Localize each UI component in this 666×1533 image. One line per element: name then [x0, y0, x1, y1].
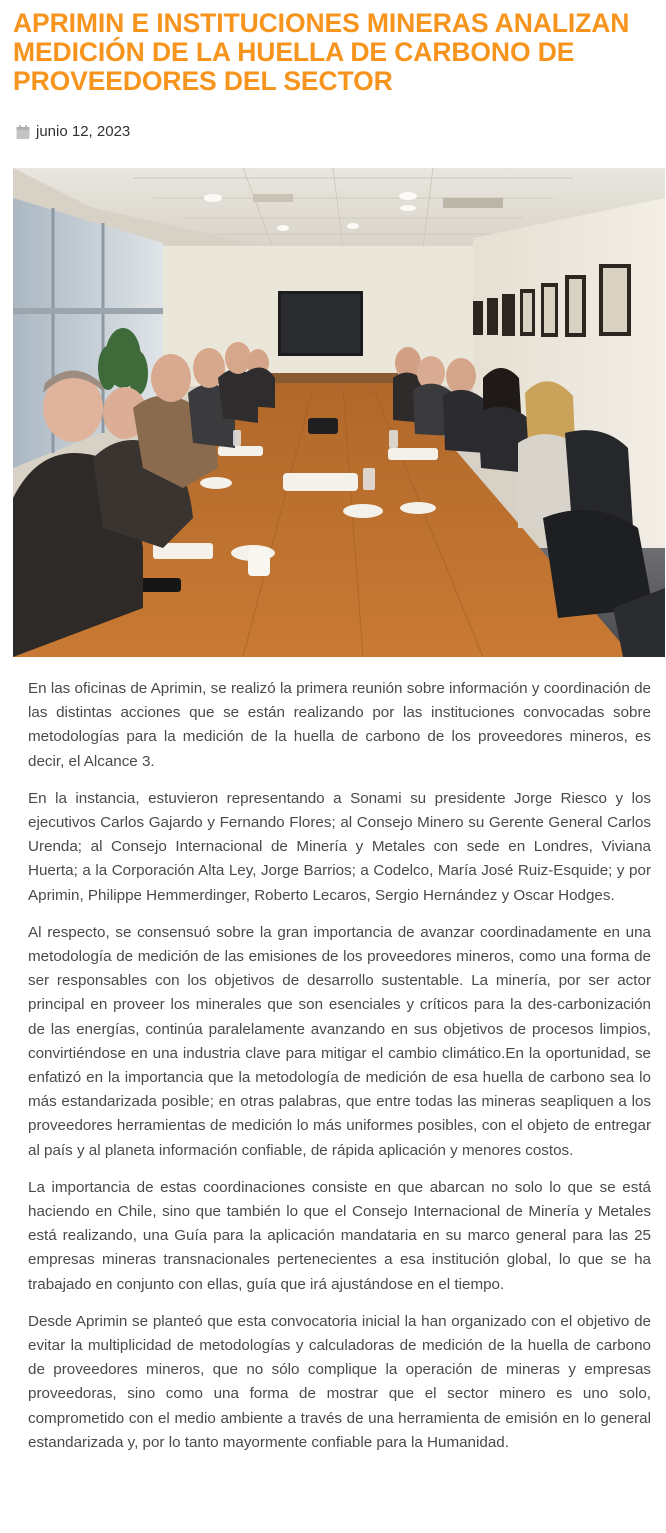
calendar-icon — [16, 121, 30, 141]
article-paragraph-5: Desde Aprimin se planteó que esta convocatoria inicial la han organizado con el objetivo de evitar la multiplicidad de metodologías y calculadoras de medición de la huella de carbono de proveedores mineros, que no sólo complique la operación de mineras y empresas proveedoras, sino como una forma de mostrar que el sector minero es uno solo, comprometido con el medio ambiente a través de una herramienta de emisión en lo general estandarizada y, por lo tanto mayormente confiable para la Humanidad. — [28, 1312, 651, 1451]
article-date-row — [16, 121, 130, 141]
article-paragraph-1: En las oficinas de Aprimin, se realizó la primera reunión sobre información y coordinación de las distintas acciones que se están realizando por las instituciones convocadas sobre metodologías para la medición de la huella de carbono de los proveedores mineros, es decir, el Alcance 3. — [28, 680, 651, 770]
article-paragraph-3: Al respecto, se consensuó sobre la gran importancia de avanzar coordinadamente en una metodología de medición de las emisiones de los proveedores mineros, como una forma de ser responsables con los objetivos de desarrollo sustentable. La minería, por ser actor principal en proveer los minerales que son esenciales y críticos para la des-carbonización de las energías, continúa paralelamente avanzando en sus objetivos de procesos limpios, convirtiéndose en una industria clave para mitigar el cambio climático.En la oportunidad, se enfatizó en la importancia que la metodología de medición de esa huella de carbono sea lo más estandarizada posible; en otras palabras, que entre todas las mineras seapliquen a los proveedores herramientas de medición lo más uniformes posibles, con el objeto de entregar al país y al planeta información confiable, de rápida aplicación y menores costos. — [28, 923, 651, 1159]
article-paragraph-2: En la instancia, estuvieron representando a Sonami su presidente Jorge Riesco y los ejecutivos Carlos Gajardo y Fernando Flores; al Consejo Minero su Gerente General Carlos Urenda; al Consejo Internacional de Minería y Metales con sede en Londres, Viviana Huerta; a la Corporación Alta Ley, Jorge Barrios; a Codelco, María José Ruiz-Esquide; y por Aprimin, Philippe Hemmerdinger, Roberto Lecaros, Sergio Hernández y Oscar Hodges. — [28, 789, 651, 904]
article-body — [28, 677, 651, 1468]
article-title: APRIMIN E INSTITUCIONES MINERAS ANALIZAN MEDICIÓN DE LA HUELLA DE CARBONO DE PROVEEDORES DEL SECTOR — [13, 8, 630, 96]
article-paragraph-4: La importancia de estas coordinaciones consiste en que abarcan no solo lo que se está haciendo en Chile, sino que también lo que el Consejo Internacional de Minería y Metales está realizando, una Guía para la aplicación mandataria en su marco general para las 25 empresas mineras transnacionales pertenecientes a esa institución global, lo que se ha trabajado en conjunto con ellas, guía que irá ajustándose en el tiempo. — [28, 1178, 651, 1293]
article-date: junio 12, 2023 — [36, 122, 131, 140]
meeting-photo — [13, 168, 665, 657]
